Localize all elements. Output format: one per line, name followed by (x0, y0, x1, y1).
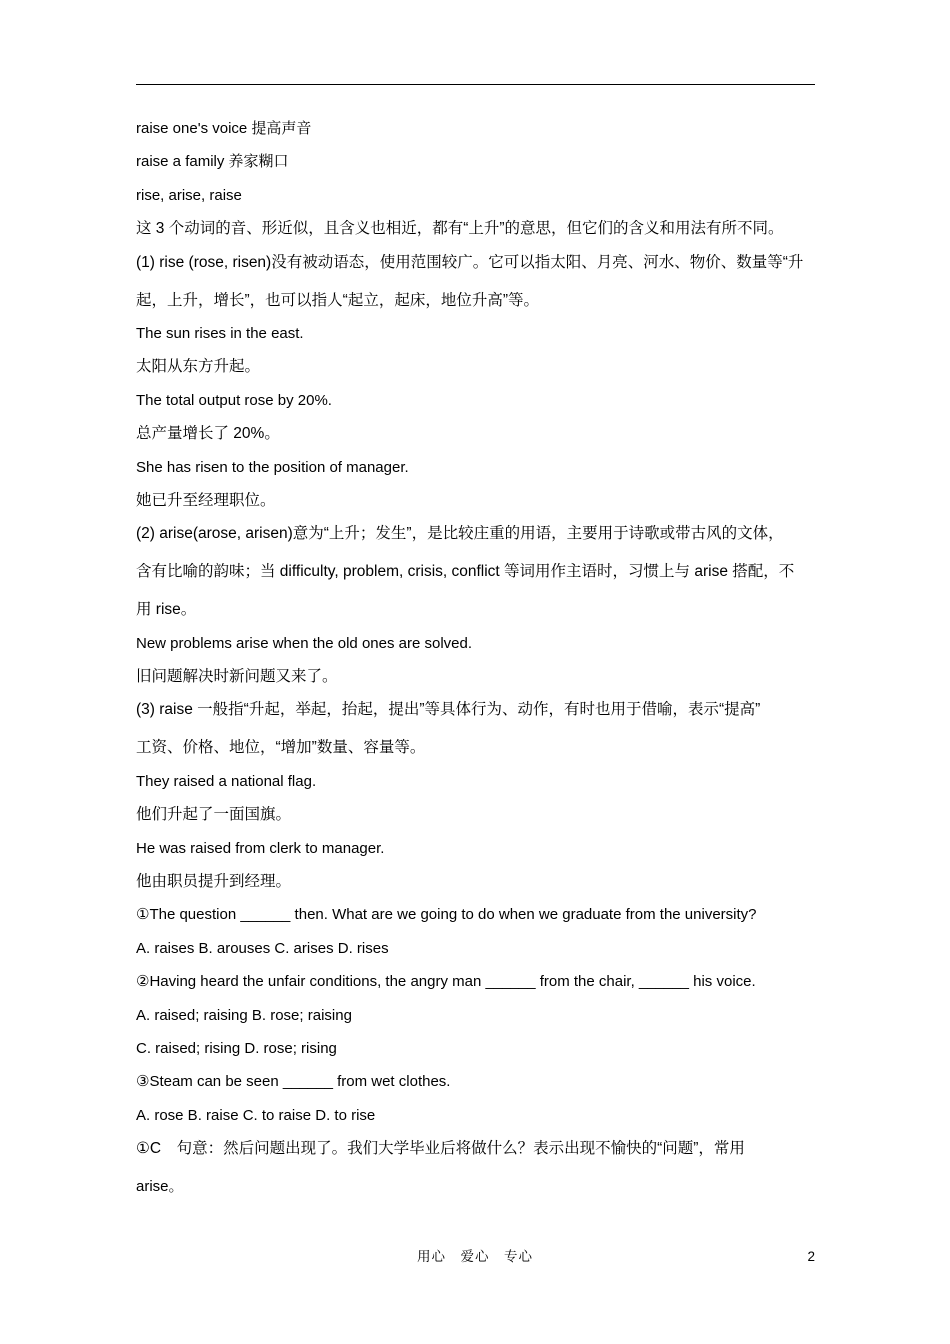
example-translation: 太阳从东方升起。 (136, 358, 261, 376)
answer-explanation: ①C 句意：然后问题出现了。我们大学毕业后将做什么？表示出现不愉快的“问题”，常用 (136, 1140, 745, 1158)
paragraph-line: 用 rise。 (136, 601, 197, 619)
paragraph-line: (3) raise 一般指“升起，举起，抬起，提出”等具体行为、动作，有时也用于借喻，表示“提高” (136, 701, 761, 719)
exercise-options: A. rose B. raise C. to raise D. to rise (136, 1106, 376, 1124)
paragraph-line: 这 3 个动词的音、形近似，且含义也相近，都有“上升”的意思，但它们的含义和用法有所不同。 (136, 220, 784, 238)
example-sentence: The sun rises in the east. (136, 324, 304, 342)
exercise-options: A. raises B. arouses C. arises D. rises (136, 939, 389, 957)
answer-explanation: arise。 (136, 1178, 184, 1196)
example-translation: 总产量增长了 20%。 (136, 425, 280, 443)
paragraph-line: 起，上升，增长”，也可以指人“起立，起床，地位升高”等。 (136, 291, 539, 309)
document-body (136, 118, 816, 1210)
vocab-line: raise a family 养家糊口 (136, 153, 289, 171)
example-translation: 她已升至经理职位。 (136, 491, 276, 509)
example-translation: 他由职员提升到经理。 (136, 873, 292, 891)
exercise-question: ②Having heard the unfair conditions, the angry man ______ from the chair, ______ his voice. (136, 973, 756, 991)
header-rule (136, 84, 815, 85)
example-sentence: The total output rose by 20%. (136, 391, 332, 409)
vocab-line: raise one's voice 提高声音 (136, 120, 312, 137)
exercise-options: A. raised; raising B. rose; raising (136, 1006, 352, 1024)
section-heading: rise, arise, raise (136, 186, 242, 204)
paragraph-line: (2) arise(arose, arisen)意为“上升；发生”，是比较庄重的用语，主要用于诗歌或带古风的文体， (136, 525, 784, 543)
example-sentence: She has risen to the position of manager. (136, 458, 409, 476)
page-number: 2 (807, 1249, 815, 1264)
example-sentence: New problems arise when the old ones are solved. (136, 634, 473, 652)
example-translation: 旧问题解决时新问题又来了。 (136, 668, 338, 686)
example-translation: 他们升起了一面国旗。 (136, 806, 292, 824)
exercise-options: C. raised; rising D. rose; rising (136, 1039, 337, 1057)
footer-motto: 用心 爱心 专心 (417, 1249, 533, 1264)
paragraph-line: (1) rise (rose, risen)没有被动语态，使用范围较广。它可以指太阳、月亮、河水、物价、数量等“升 (136, 253, 804, 271)
example-sentence: He was raised from clerk to manager. (136, 839, 385, 857)
exercise-question: ③Steam can be seen ______ from wet clothes. (136, 1073, 451, 1091)
exercise-question: ①The question ______ then. What are we going to do when we graduate from the university? (136, 906, 757, 924)
paragraph-line: 含有比喻的韵味；当 difficulty, problem, crisis, conflict 等词用作主语时，习惯上与 arise 搭配，不 (136, 563, 795, 581)
example-sentence: They raised a national flag. (136, 772, 317, 790)
paragraph-line: 工资、价格、地位，“增加”数量、容量等。 (136, 739, 426, 757)
